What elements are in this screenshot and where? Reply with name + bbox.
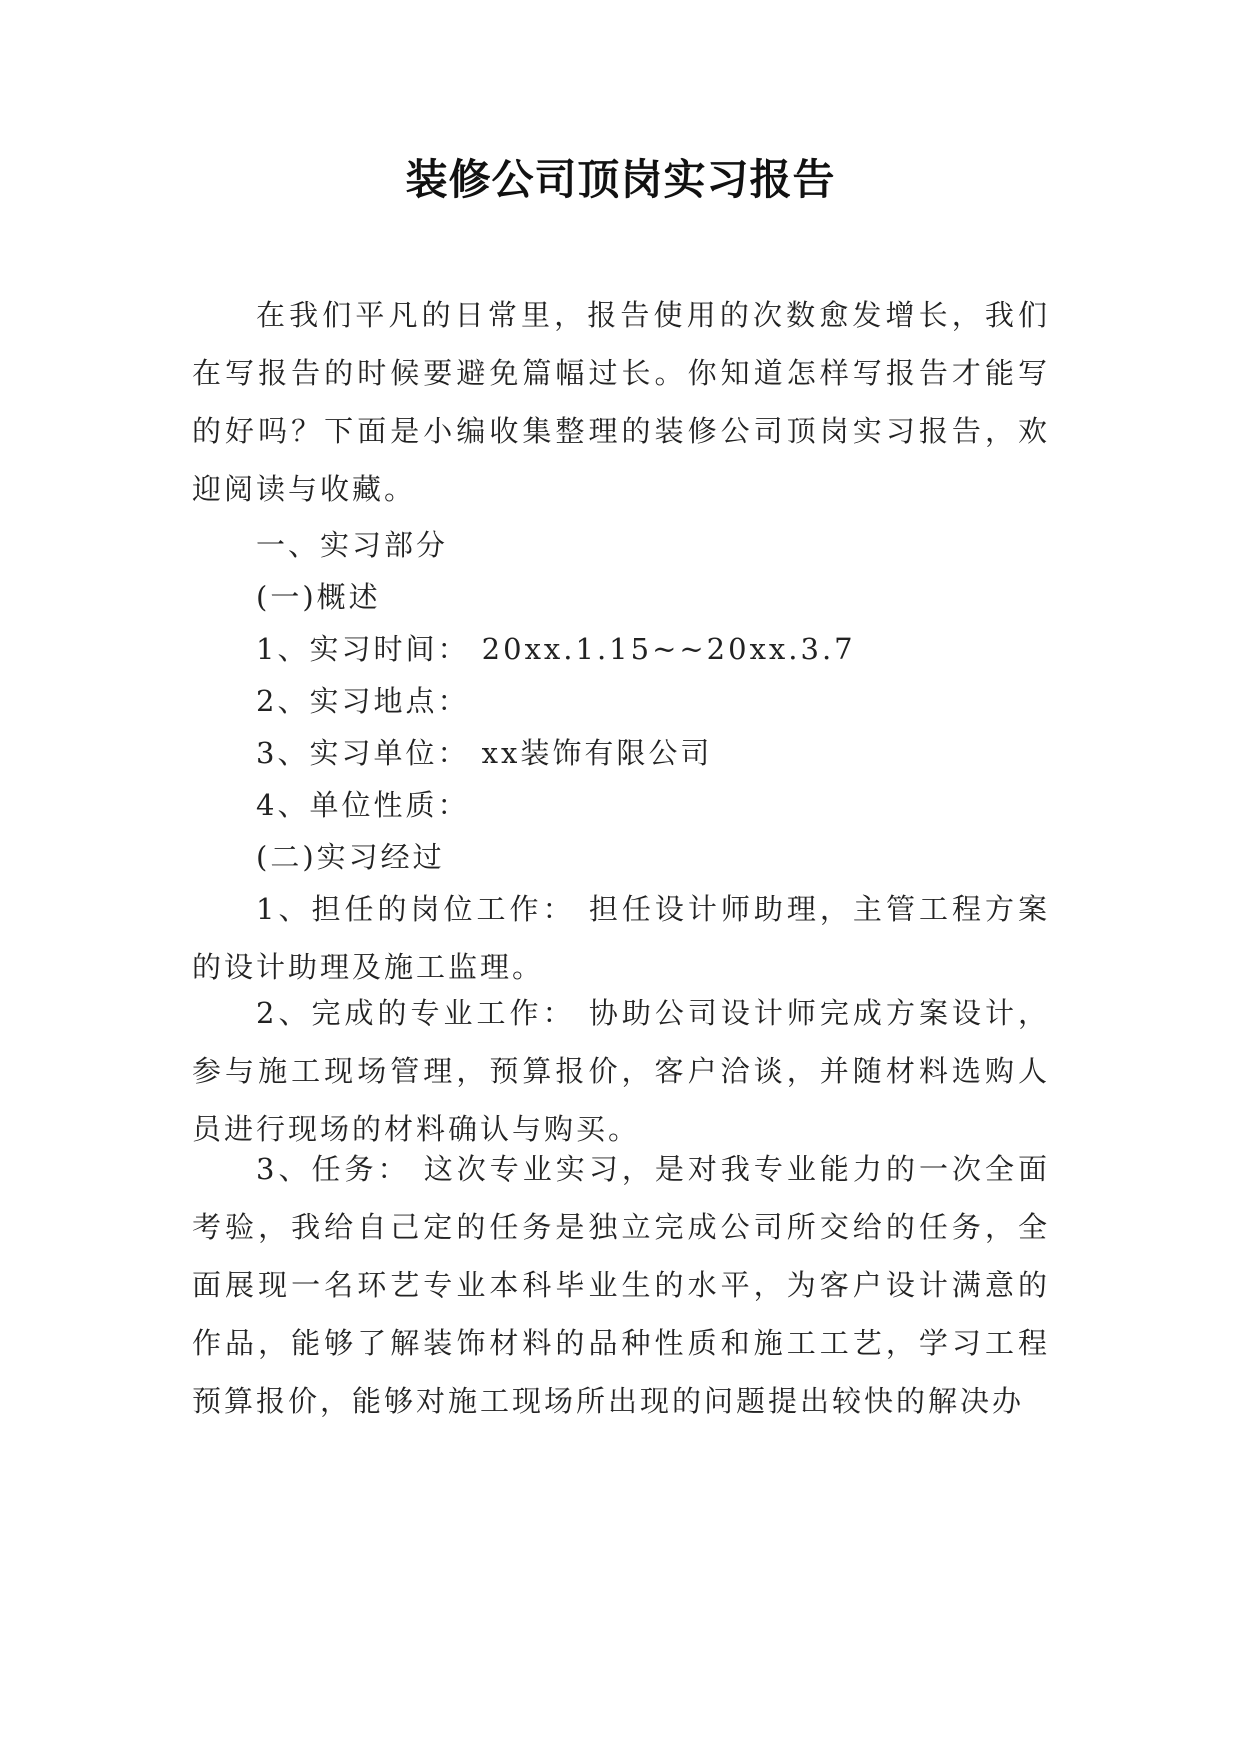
document-title: 装修公司顶岗实习报告 — [405, 155, 836, 204]
list-item: 2、实习地点： — [256, 684, 470, 718]
list-item: 3、实习单位： xx装饰有限公司 — [256, 736, 713, 770]
body-paragraph: 3、任务： 这次专业实习，是对我专业能力的一次全面考验，我给自己定的任务是独立完成公司所交给的任务，全面展现一名环艺专业本科毕业生的水平，为客户设计满意的作品，能够了解装饰材料的品种性质和施工工艺，学习工程预算报价，能够对施工现场所出现的问题提出较快的解决办 — [192, 1152, 1050, 1418]
intro-paragraph: 在我们平凡的日常里，报告使用的次数愈发增长，我们在写报告的时候要避免篇幅过长。你知道怎样写报告才能写的好吗？下面是小编收集整理的装修公司顶岗实习报告，欢迎阅读与收藏。 — [192, 298, 1050, 506]
body-paragraph: 2、完成的专业工作： 协助公司设计师完成方案设计，参与施工现场管理，预算报价，客户洽谈，并随材料选购人员进行现场的材料确认与购买。 — [192, 996, 1050, 1146]
section-heading: 一、实习部分 — [256, 528, 449, 562]
subsection-heading: (一)概述 — [256, 580, 381, 614]
body-paragraph: 1、担任的岗位工作： 担任设计师助理，主管工程方案的设计助理及施工监理。 — [192, 892, 1050, 984]
subsection-heading: (二)实习经过 — [256, 840, 445, 874]
list-item: 1、实习时间： 20xx.1.15~~20xx.3.7 — [256, 632, 856, 666]
list-item: 4、单位性质： — [256, 788, 470, 822]
